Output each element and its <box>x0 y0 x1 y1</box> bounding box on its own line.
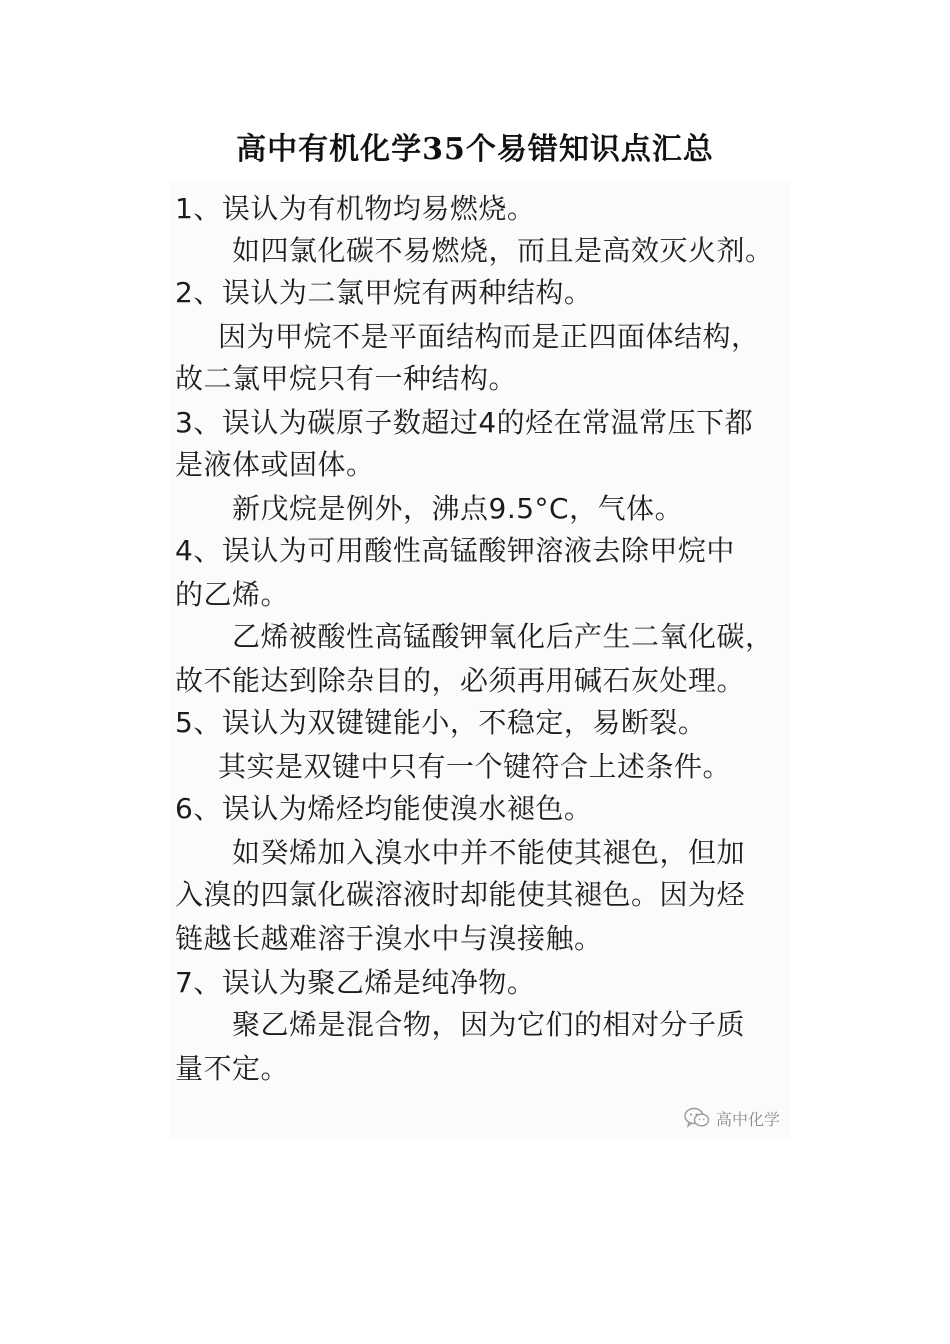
page-title: 高中有机化学35个易错知识点汇总 <box>236 132 714 167</box>
point-4-heading: 4、误认为可用酸性高锰酸钾溶液去除甲烷中 <box>175 534 735 567</box>
point-5-heading: 5、误认为双键键能小，不稳定，易断裂。 <box>175 706 707 739</box>
point-2-explanation: 因为甲烷不是平面结构而是正四面体结构， <box>218 320 760 353</box>
wechat-icon <box>684 1107 710 1129</box>
point-3-heading: 3、误认为碳原子数超过4的烃在常温常压下都 <box>175 406 754 439</box>
point-1-explanation: 如四氯化碳不易燃烧，而且是高效灭火剂。 <box>232 234 774 267</box>
point-3-explanation: 新戊烷是例外，沸点9.5°C，气体。 <box>232 492 684 525</box>
point-6-heading: 6、误认为烯烃均能使溴水褪色。 <box>175 792 593 825</box>
point-6-explanation: 如癸烯加入溴水中并不能使其褪色，但加 <box>232 836 746 869</box>
watermark-text: 高中化学 <box>716 1109 781 1129</box>
watermark <box>684 1104 780 1132</box>
point-5-explanation: 其实是双键中只有一个键符合上述条件。 <box>218 750 732 783</box>
point-4-explanation: 乙烯被酸性高锰酸钾氧化后产生二氧化碳， <box>232 620 774 653</box>
point-4-heading-cont: 的乙烯。 <box>175 578 290 611</box>
point-2-heading: 2、误认为二氯甲烷有两种结构。 <box>175 276 593 309</box>
point-2-explanation-cont: 故二氯甲烷只有一种结构。 <box>175 362 518 395</box>
point-7-explanation: 聚乙烯是混合物，因为它们的相对分子质 <box>232 1008 746 1041</box>
point-4-explanation-cont: 故不能达到除杂目的，必须再用碱石灰处理。 <box>175 664 746 697</box>
point-6-explanation-cont: 入溴的四氯化碳溶液时却能使其褪色。因为烃 <box>175 878 746 911</box>
point-3-heading-cont: 是液体或固体。 <box>175 448 375 481</box>
point-6-explanation-cont-2: 链越长越难溶于溴水中与溴接触。 <box>175 922 603 955</box>
point-7-explanation-cont: 量不定。 <box>175 1052 290 1085</box>
point-1-heading: 1、误认为有机物均易燃烧。 <box>175 192 536 225</box>
point-7-heading: 7、误认为聚乙烯是纯净物。 <box>175 966 536 999</box>
